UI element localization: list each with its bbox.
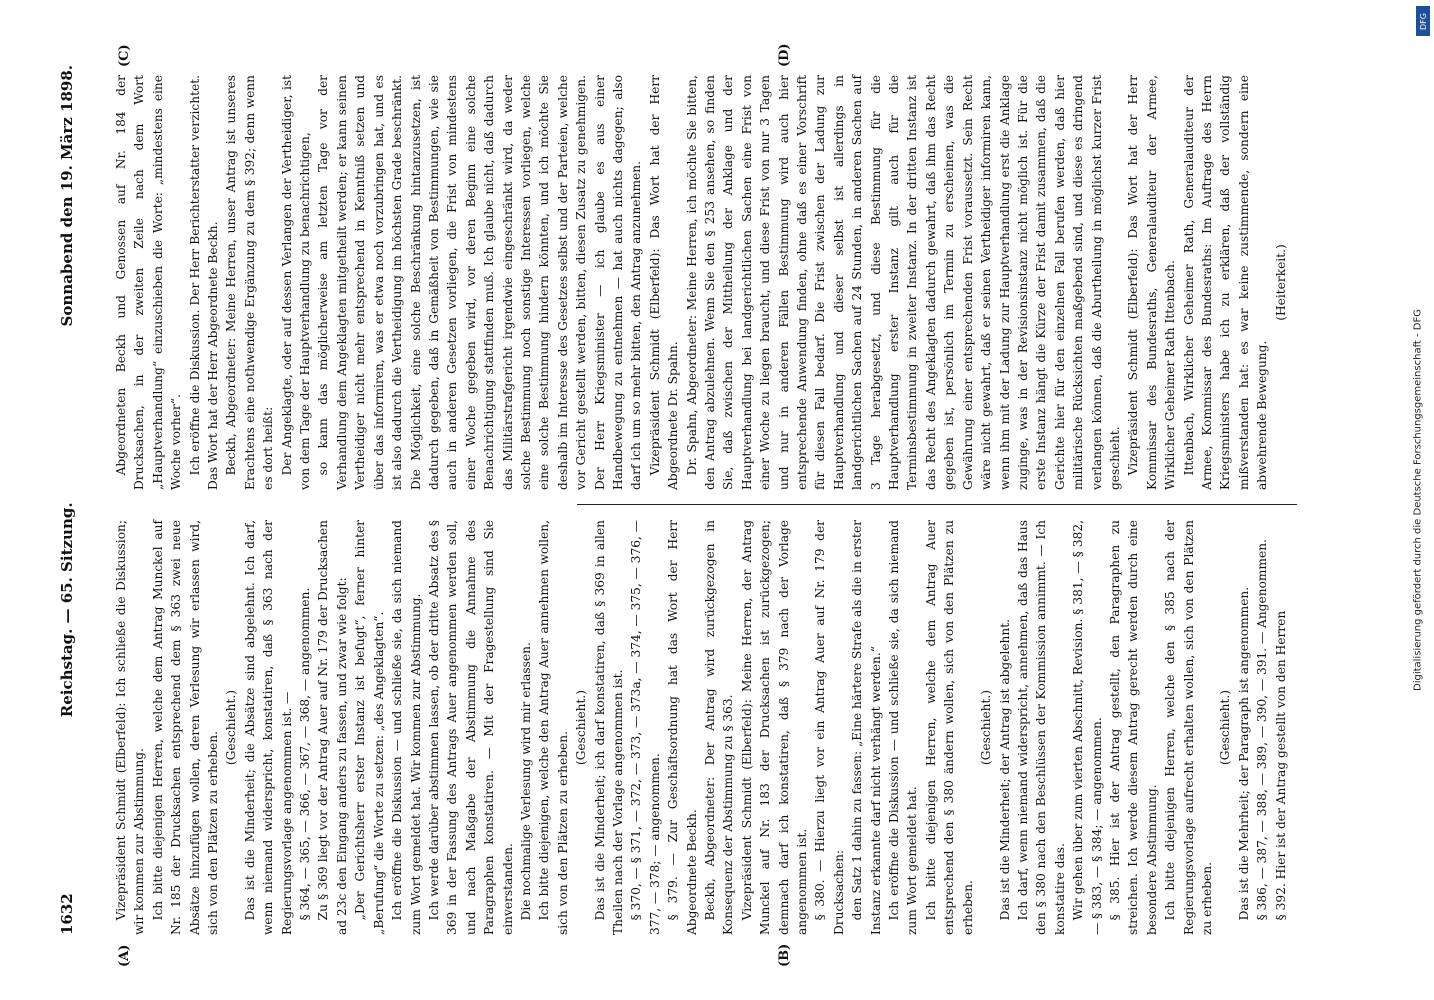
margin-marker-d: (D) bbox=[777, 43, 792, 67]
paragraph: (Heiterkeit.) bbox=[1273, 244, 1288, 321]
paragraph: Dr. Spahn, Abgeordneter: Meine Herren, ich möchte Sie bitten, den Antrag abzulehnen. Wenn Sie den § 253 ansehen, so finden Sie, daß zwischen der Mittheilung der Anklage und der Hauptverhandlung bei landgerichtlichen Sachen eine Frist von einer Woche zu liegen braucht, und diese Frist von nur 3 Tagen und nur in anderen Fällen Bestimmung wird auch hier entsprechende Anwendung finden, ohne daß es einer Vorschrift für diesen Fall bedarf. Die Frist zwischen der Ladung zur Hauptverhandlung und dieser selbst ist allerdings in landgerichtlichen Sachen auf 24 Stunden, in anderen Sachen auf 3 Tage herabgesetzt, und diese Bestimmung für die Hauptverhandlung erster Instanz gilt auch für die Terminsbestimmung in zweiter Instanz. In der dritten Instanz ist das Recht des Angeklagten dadurch gewahrt, daß ihm das Recht gegeben ist, persönlich im Termin zu erscheinen, was die Gewährung einer entsprechenden Frist voraussetzt. Sein Recht wäre nicht gewahrt, daß er seinen Vertheidiger informiren kann, wenn ihm mit der Ladung zur Hauptverhandlung erst die Anklage zuginge, was in der Revisionsinstanz nicht möglich ist. Für die erste Instanz hängt die Kürze der Frist damit zusammen, daß die Gerichte hier für den einzelnen Fall berufen werden, daß hier militärische Rücksichten maßgebend sind, und diese es dringend verlangen können, daß die Aburtheilung in möglichst kurzer Frist geschieht. bbox=[684, 75, 1122, 490]
paragraph: Das ist die Mehrheit; der Paragraph ist angenommen. bbox=[1236, 586, 1251, 921]
paragraph: Ich bitte diejenigen Herren, welche dem Antrag Munckel auf Nr. 185 der Drucksachen entsprechend dem § 363 zwei neue Absätze hinzufügen wollen, deren Verlesung wir erlassen wird, sich von den Plätzen zu erheben. bbox=[150, 520, 221, 935]
margin-marker-a: (A) bbox=[117, 944, 132, 967]
paragraph: Zu § 369 liegt vor der Antrag Auer auf Nr. 179 der Drucksachen ad 23c den Eingang anders zu fassen, und zwar wie folgt: bbox=[316, 520, 349, 935]
paragraph: Ich eröffne die Diskussion. Der Herr Berichterstatter verzichtet. Das Wort hat der Herr Abgeordnete Beckh. bbox=[187, 75, 221, 490]
paragraph: (Geschieht.) bbox=[574, 689, 589, 766]
paragraph: Ich bitte diejenigen Herren, welche den § 385 nach der Regierungsvorlage aufrecht erhalten wollen, sich von den Plätzen zu erheben. bbox=[1163, 520, 1214, 935]
paragraph: (Geschieht.) bbox=[224, 689, 239, 766]
paragraph: (Geschieht.) bbox=[1218, 689, 1233, 766]
paragraph: den Satz 1 dahin zu fassen: „Eine härtere Strafe als die in erster Instanz erkannte darf nicht verhängt werden.“ bbox=[850, 520, 883, 935]
column-divider bbox=[577, 504, 1297, 505]
margin-marker-c: (C) bbox=[117, 44, 132, 67]
paragraph: § 386, — 387, — 388, — 389, — 390, — 391. — Angenommen. bbox=[1255, 539, 1270, 921]
paragraph: Ich darf, wenn niemand widerspricht, annehmen, daß das Haus den § 380 nach den Beschlüssen der Kommission annimmt. — Ich konstatire das. bbox=[1015, 520, 1067, 935]
paragraph: Vizepräsident Schmidt (Elberfeld): Ich schließe die Diskussion; wir kommen zur Abstimmung. bbox=[114, 520, 147, 935]
paragraph: Die nochmalige Verlesung wird mir erlassen. bbox=[518, 642, 533, 921]
paragraph: Das ist die Minderheit; die Absätze sind abgelehnt. Ich darf, wenn niemand widerspricht, konstatiren, daß § 363 nach der Regierungsvorlage angenommen ist. — bbox=[242, 520, 294, 935]
digitization-text: Digitalisierung gefördert durch die Deutsche Forschungsgemeinschaft - DFG bbox=[1412, 308, 1424, 692]
paragraph: Ich eröffne die Diskussion — und schließe sie, da sich niemand zum Wort gemeldet hat. bbox=[887, 520, 920, 935]
session-title: Reichstag. — 65. Sitzung. bbox=[58, 502, 76, 718]
paragraph: § 385. Hier ist der Antrag gestellt, den Paragraphen zu streichen. Ich werde diesem Antrag gerecht werden durch eine besondere Abstimmung. bbox=[1107, 520, 1159, 935]
dfg-logo: DFG bbox=[1416, 6, 1430, 36]
paragraph: Ich werde darüber abstimmen lassen, ob der dritte Absatz des § 369 in der Fassung des Antrags Auer angenommen werden soll, und nach Maßgabe der Abstimmung die Annahme des Paragraphen konstatiren. — Mit der Fragestellung sind Sie einverstanden. bbox=[426, 520, 515, 935]
right-column bbox=[112, 75, 1290, 490]
margin-marker-b: (B) bbox=[777, 943, 792, 967]
page-header bbox=[47, 65, 87, 935]
paragraph: Wir gehen über zum vierten Abschnitt, Revision. § 381, — § 382, — § 383, — § 384; — angenommen. bbox=[1071, 520, 1104, 935]
paragraph: Ich eröffne die Diskussion — und schließe sie, da sich niemand zum Wort gemeldet hat. Wir kommen zur Abstimmung. bbox=[390, 520, 423, 935]
paragraph: § 370, — § 371, — 372, — 373, — 373a, — 374, — 375, — 376, — 377, — 378; — angenommen. bbox=[629, 520, 662, 935]
paragraph: Ittenbach, Wirklicher Geheimer Rath, Generalauditeur der Armee, Kommissar des Bundesraths: Im Auftrage des Herrn Kriegsministers habe ich zu erklären, daß der vollständig mißverstanden hat: es war keine zustimmende, sondern eine abwehrende Bewegung. bbox=[1181, 75, 1270, 490]
paragraph: Vizepräsident Schmidt (Elberfeld): Das Wort hat der Herr Abgeordnete Dr. Spahn. bbox=[647, 75, 681, 490]
paragraph: Beckh, Abgeordneter: Meine Herren, unser Antrag ist unseres Erachtens eine nothwendige Ergänzung zu dem § 392; denn wenn es dort heißt: bbox=[224, 75, 276, 490]
paragraph: so kann das möglicherweise am letzten Tage vor der Verhandlung dem Angeklagten mitgetheilt werden; er kann seinen Vertheidiger nicht mehr entsprechend in Kenntniß setzen und über das informiren, was er etwa noch vorzubringen hat, und es ist also dadurch die Vertheidigung im höchsten Grade beschränkt. Die Möglichkeit, eine solche Beschränkung hintanzusetzen, ist dadurch gegeben, daß in Gemäßheit von Bestimmungen, wie sie auch in anderen Gesetzen vorliegen, die Frist von mindestens einer Woche gegeben wird, vor deren Beginn eine solche Benachrichtigung stattfinden muß. Ich glaube nicht, daß dadurch das Militärstrafgericht irgendwie eingeschränkt wird, da weder solche Bestimmung noch sonstige Interessen vorliegen, welche eine solche Bestimmung hindern könnten, und ich möchte Sie deshalb im Interesse des Gesetzes selbst und der Parteien, welche vor Gericht gestellt werden, bitten, diesen Zusatz zu genehmigen. Der Herr Kriegsminister — ich glaube es aus einer Handbewegung zu entnehmen — hat auch nichts dagegen; also darf ich um so mehr bitten, den Antrag anzunehmen. bbox=[316, 75, 644, 490]
paragraph: (Geschieht.) bbox=[979, 689, 994, 766]
paragraph: § 364, — 365, — 366, — 367, — 368, — angenommen. bbox=[298, 587, 313, 921]
paragraph: Vizepräsident Schmidt (Elberfeld): Meine Herren, der Antrag Munckel auf Nr. 183 der Drucksachen ist zurückgezogen; demnach darf ich konstatiren, daß § 379 nach der Vorlage angenommen ist. bbox=[739, 520, 810, 935]
paragraph: Abgeordneten Beckh und Genossen auf Nr. 184 der Drucksachen, in der zweiten Zeile nach dem Wort „Hauptverhandlung“ einzuschieben die Worte: „mindestens eine Woche vorher“. bbox=[114, 75, 184, 490]
paragraph: § 380. — Hierzu liegt vor ein Antrag Auer auf Nr. 179 der Drucksachen: bbox=[813, 520, 846, 935]
paragraph: Beckh, Abgeordneter: Der Antrag wird zurückgezogen in Konsequenz der Abstimmung zu § 363. bbox=[703, 520, 736, 935]
digitization-note bbox=[1408, 70, 1428, 930]
paragraph: „Der Gerichtsherr erster Instanz ist befugt“, ferner hinter „Berufung“ die Worte zu setzen: „des Angeklagten“. bbox=[353, 520, 386, 935]
page-number: 1632 bbox=[58, 893, 76, 935]
paragraph: Ich bitte diejenigen, welche den Antrag Auer annehmen wollen, sich von den Plätzen zu erheben. bbox=[537, 520, 570, 935]
paragraph: Das ist die Minderheit; der Antrag ist abgelehnt. bbox=[997, 618, 1012, 921]
paragraph: § 379. — Zur Geschäftsordnung hat das Wort der Herr Abgeordnete Beckh. bbox=[666, 520, 699, 935]
paragraph: Der Angeklagte, oder auf dessen Verlangen der Vertheidiger, ist von dem Tage der Hauptverhandlung zu benachrichtigen, bbox=[279, 75, 313, 490]
paragraph: Vizepräsident Schmidt (Elberfeld): Das Wort hat der Herr Kommissar des Bundesraths, Generalauditeur der Armee, Wirklicher Geheimer Rath Ittenbach. bbox=[1126, 75, 1178, 490]
paragraph: Das ist die Minderheit; ich darf konstatiren, daß § 369 in allen Theilen nach der Vorlage angenommen ist. bbox=[592, 520, 625, 935]
left-column bbox=[112, 520, 1290, 935]
session-date: Sonnabend den 19. März 1898. bbox=[58, 65, 76, 327]
document-page bbox=[17, 25, 1417, 975]
paragraph: Ich bitte diejenigen Herren, welche dem Antrag Auer entsprechend den § 380 ändern wollen, sich von den Plätzen zu erheben. bbox=[923, 520, 975, 935]
paragraph: § 392. Hier ist der Antrag gestellt von den Herren bbox=[1273, 610, 1288, 921]
